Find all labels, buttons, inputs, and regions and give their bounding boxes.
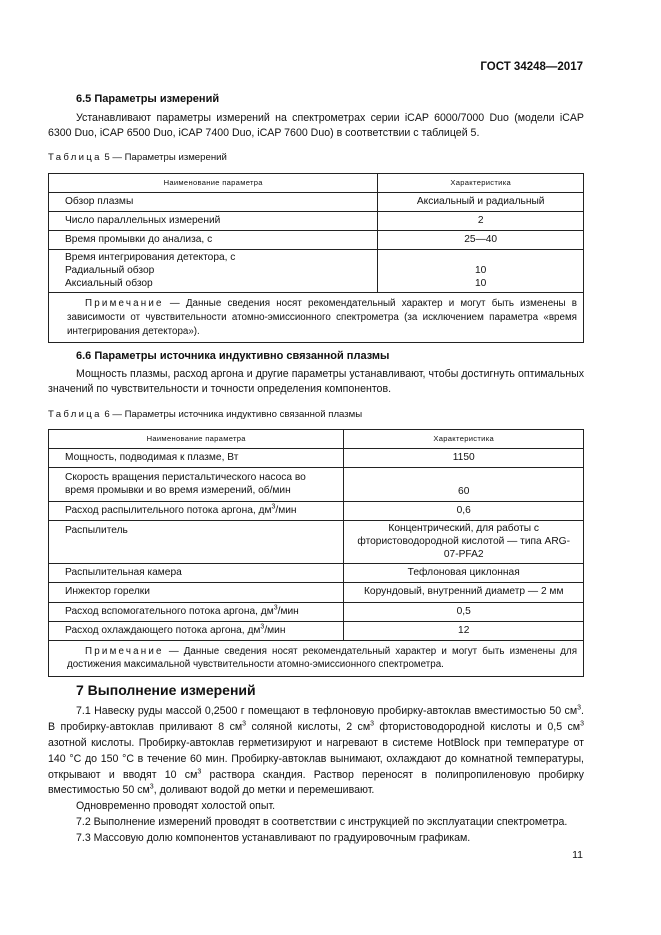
table-row: Расход охлаждающего потока аргона, $дм^3$/мин 12 (49, 621, 584, 640)
table-row: Число параллельных измерений 2 (49, 212, 584, 231)
table-row: Скорость вращения перистальтического насоса во время промывки и во время измерений, об/мин 60 (49, 468, 584, 502)
table-6 (48, 429, 584, 677)
section-7-body (48, 704, 584, 847)
section-6-5-text: Устанавливают параметры измерений на спектрометрах серии iCAP 6000/7000 Duo (модели iCAP 6300 Duo, iCAP 6500 Duo, iCAP 7400 Duo, iCAP 7600 Duo) в соответствии с таблицей 5. (48, 112, 584, 139)
paragraph-7-1: 7.1 Навеску руды массой 0,2500 г помещают в тефлоновую пробирку-автоклав вместимостью 50 $см^3$. В пробирку-автоклав приливают 8 $см^3$ соляной кислоты, 2 $см^3$ фтористоводородной кислоты и 0,5 $см^3$ азотной кислоты. Пробирку-автоклав герметизируют и нагревают в системе HotBlock при температуре от 140 °С до 150 °С в течение 60 мин. Пробирку-автоклав вынимают, охлаждают до комнатной температуры, открывают и вводят 10 $см^3$ раствора скандия. Раствор переносят в полипропиленовую пробирку вместимостью 50 $см^3$, доливают водой до метки и перемешивают. (48, 704, 584, 797)
table-5-col-value: Характеристика (378, 174, 584, 193)
paragraph-blank-test: Одновременно проводят холостой опыт. (76, 800, 276, 813)
table-row: Расход вспомогательного потока аргона, $дм^3$/мин 0,5 (49, 602, 584, 621)
table-6-header (49, 430, 584, 449)
table-row: Распылитель Концентрический, для работы с фтористоводородной кислотой — типа ARG-07-PFA2 (49, 521, 584, 564)
table-6-col-value: Характеристика (344, 430, 584, 449)
table-row: Распылительная камера Тефлоновая циклонная (49, 564, 584, 583)
table-row: Мощность, подводимая к плазме, Вт 1150 (49, 449, 584, 468)
paragraph-7-2: 7.2 Выполнение измерений проводят в соответствии с инструкцией по эксплуатации спектрометра. (76, 816, 568, 829)
table-row: Инжектор горелки Корундовый, внутренний диаметр — 2 мм (49, 583, 584, 602)
table-6-caption: Таблица 6 — Параметры источника индуктивно связанной плазмы (48, 409, 363, 420)
table-6-col-name: Наименование параметра (49, 430, 344, 449)
table-row: Время интегрирования детектора, с Радиальный обзор Аксиальный обзор 10 10 (49, 250, 584, 293)
table-6-note: Примечание — Данные сведения носят рекомендательный характер и могут быть изменены для достижения максимальной чувствительности атомно-эмиссионного спектрометра. (49, 640, 584, 676)
table-5-caption: Таблица 5 — Параметры измерений (48, 152, 227, 163)
paragraph-7-3: 7.3 Массовую долю компонентов устанавливают по градуировочным графикам. (76, 832, 471, 845)
page-number: 11 (572, 849, 583, 861)
section-7-heading: 7 Выполнение измерений (76, 682, 256, 698)
table-row: Время промывки до анализа, с 25—40 (49, 231, 584, 250)
table-5-header (49, 174, 584, 193)
standard-number: ГОСТ 34248—2017 (480, 61, 583, 73)
table-row: Расход распылительного потока аргона, $дм^3$/мин 0,6 (49, 502, 584, 521)
section-6-6-text: Мощность плазмы, расход аргона и другие параметры устанавливают, чтобы достигнуть оптимальных значений по чувствительности и точности определения компонентов. (48, 368, 584, 395)
table-5 (48, 173, 584, 343)
table-5-col-name: Наименование параметра (49, 174, 378, 193)
table-row: Обзор плазмы Аксиальный и радиальный (49, 193, 584, 212)
table-5-note: Примечание — Данные сведения носят рекомендательный характер и могут быть изменены в зависимости от чувствительности атомно-эмиссионного спектрометра (за исключением параметра «время интегрирования детектора»). (49, 293, 584, 343)
section-6-6-heading: 6.6 Параметры источника индуктивно связанной плазмы (76, 350, 390, 362)
section-6-5-heading: 6.5 Параметры измерений (76, 93, 220, 105)
